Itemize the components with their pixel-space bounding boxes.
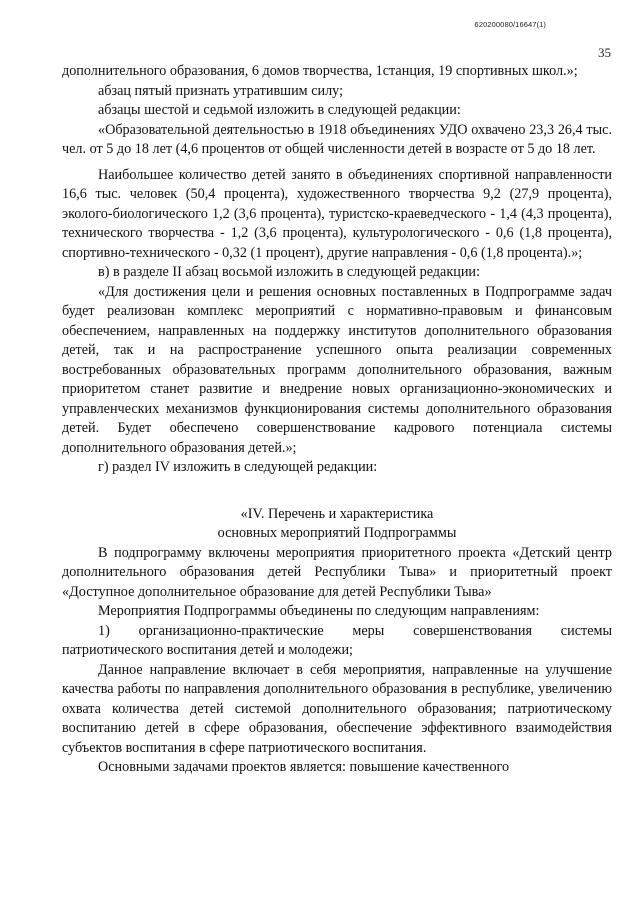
- paragraph-body: В подпрограмму включены мероприятия приоритетного проекта «Детский центр дополнительного образования детей Республики Тыва» и приоритетный проект «Доступное дополнительное образование для детей Республики Тыва»: [62, 544, 612, 600]
- paragraph-amendment: абзац пятый признать утратившим силу;: [98, 82, 344, 99]
- paragraph-amendment: г) раздел IV изложить в следующей редакции:: [98, 459, 378, 475]
- paragraph-amendment: в) в разделе II абзац восьмой изложить в следующей редакции:: [98, 264, 480, 280]
- paragraph-amendment: абзацы шестой и седьмой изложить в следующей редакции:: [98, 102, 461, 118]
- document-body: [62, 62, 612, 778]
- paragraph-quoted: «Для достижения цели и решения основных поставленных в Подпрограмме задач будет реализован комплекс мероприятий с нормативно-правовым и финансовым обеспечением, направленных на поддержку институтов дополнительного образования детей, так и на распространение успешного опыта реализации современных востребованных образовательных программ дополнительного образования, важным приоритетом станет развитие и внедрение новых организационно-экономических и управленческих механизмов функционирования системы дополнительного образования детей. Будет обеспечено совершенствование кадрового потенциала системы дополнительного образования детей.»;: [62, 283, 612, 456]
- paragraph-list-item: 1) организационно-практические меры совершенствования системы патриотического воспитания детей и молодежи;: [62, 622, 612, 658]
- paragraph-quoted: «Образовательной деятельностью в 1918 объединениях УДО охвачено 23,3 26,4 тыс. чел. от 5 до 18 лет (4,6 процентов от общей численности детей в возрасте от 5 до 18 лет.: [62, 121, 612, 157]
- paragraph-quoted: Наибольшее количество детей занято в объединениях спортивной направленности 16,6 тыс. человек (50,4 процента), художественного творчества 9,2 (27,9 процента), эколого-биологического 1,2 (3,6 процента), туристско-краеведческого - 1,4 (4,3 процента), технического творчества - 1,2 (3,6 процента), культурологического - 0,6 (1,8 процента), спортивно-технического - 0,32 (1 процент), другие направления - 0,6 (1,8 процента).»;: [62, 166, 612, 261]
- paragraph-continuation: дополнительного образования, 6 домов творчества, 1станция, 19 спортивных школ.»;: [62, 63, 578, 79]
- paragraph-body: Основными задачами проектов является: повышение качественного: [98, 759, 510, 775]
- page-number: 35: [598, 45, 611, 60]
- document-id: 620200080/16647(1): [474, 20, 546, 29]
- section-heading-line: «IV. Перечень и характеристика: [240, 505, 434, 522]
- section-heading-line: основных мероприятий Подпрограммы: [217, 525, 457, 541]
- section-heading: [62, 505, 612, 544]
- paragraph-body: Мероприятия Подпрограммы объединены по следующим направлениям:: [98, 603, 540, 619]
- paragraph-body: Данное направление включает в себя мероприятия, направленные на улучшение качества работы по направления дополнительного образования в республике, увеличению охвата количества детей системой дополнительного образования; патриотическому воспитанию детей в сфере образования, обеспечение эффективного взаимодействия субъектов воспитания в сфере патриотического воспитания.: [62, 661, 612, 756]
